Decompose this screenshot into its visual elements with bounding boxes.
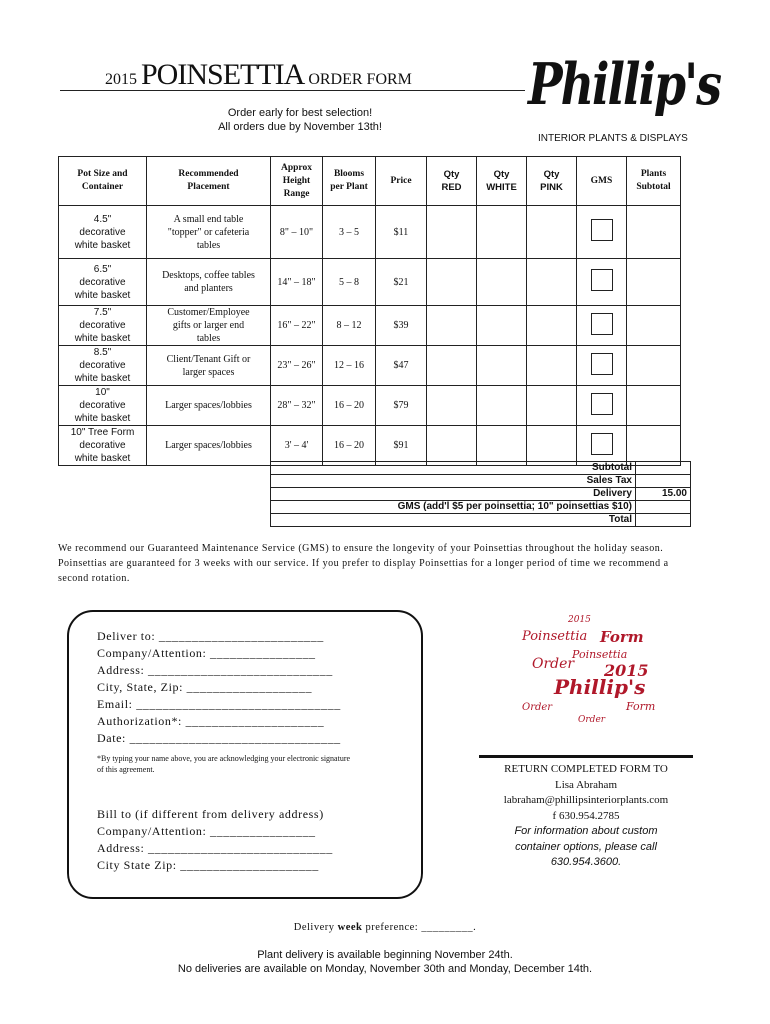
blooms-cell: 8 – 12 <box>323 306 376 346</box>
cloud-word: 2015 <box>568 615 591 625</box>
gms-cell <box>577 206 627 259</box>
logo-tagline: INTERIOR PLANTS & DISPLAYS <box>538 133 688 144</box>
sales-tax-value[interactable] <box>636 475 691 488</box>
gms-cell <box>577 306 627 346</box>
product-row <box>59 306 681 346</box>
qty-pink-input[interactable] <box>527 346 577 386</box>
header-row <box>59 157 681 206</box>
header-pot: Pot Size and Container <box>59 157 147 206</box>
qty-red-input[interactable] <box>427 386 477 426</box>
return-phone: 630.954.3600. <box>550 856 622 868</box>
qty-white-input[interactable] <box>477 259 527 306</box>
pot-size-cell: 8.5" decorative white basket <box>59 346 147 386</box>
sales-tax-label: Sales Tax <box>271 475 636 488</box>
email-field[interactable]: Email: _______________________________ <box>97 697 341 711</box>
qty-red-input[interactable] <box>427 259 477 306</box>
height-cell: 14" – 18" <box>271 259 323 306</box>
gms-checkbox[interactable] <box>591 219 613 241</box>
delivery-note: No deliveries are available on Monday, November 30th and Monday, December 14th. <box>177 963 593 975</box>
note-line: All orders due by November 13th! <box>218 121 382 133</box>
return-name: Lisa Abraham <box>554 778 617 791</box>
order-notes <box>150 106 450 134</box>
price-cell: $91 <box>376 426 427 466</box>
pot-size-cell: 10" Tree Form decorative white basket <box>59 426 147 466</box>
cloud-word: Poinsettia <box>522 629 588 644</box>
gms-paragraph: We recommend our Guaranteed Maintenance Service (GMS) to ensure the longevity of your Poinsettias throughout the holiday season. Poinsettias are guaranteed for 3 weeks with our service. If you prefer to display Poinsettias for a longer period of time we recommend a second rotation. <box>58 543 669 584</box>
return-heading: RETURN COMPLETED FORM TO <box>504 763 668 775</box>
header-height: Approx Height Range <box>271 157 323 206</box>
qty-pink-input[interactable] <box>527 426 577 466</box>
qty-white-input[interactable] <box>477 206 527 259</box>
qty-pink-input[interactable] <box>527 259 577 306</box>
plants-subtotal-input[interactable] <box>627 346 681 386</box>
delivery-note: Plant delivery is available beginning November 24th. <box>257 949 513 961</box>
qty-red-input[interactable] <box>427 206 477 259</box>
address-field[interactable]: Address: ____________________________ <box>97 663 333 677</box>
title-year: 2015 <box>105 71 137 88</box>
cloud-word: Phillip's <box>554 675 646 699</box>
price-cell: $39 <box>376 306 427 346</box>
delivery-label: Delivery <box>271 488 636 501</box>
placement-cell: Larger spaces/lobbies <box>147 386 271 426</box>
delivery-value: 15.00 <box>636 488 691 501</box>
total-value[interactable] <box>636 514 691 527</box>
product-row <box>59 386 681 426</box>
total-label: Total <box>271 514 636 527</box>
gms-fee-label: GMS (add'l $5 per poinsettia; 10" poinsettias $10) <box>271 501 636 514</box>
totals-row <box>271 475 691 488</box>
qty-white-input[interactable] <box>477 306 527 346</box>
form-title <box>105 58 412 92</box>
pot-size-cell: 6.5" decorative white basket <box>59 259 147 306</box>
pot-size-cell: 4.5" decorative white basket <box>59 206 147 259</box>
totals-row <box>271 488 691 501</box>
return-note: container options, please call <box>515 840 657 853</box>
company-field[interactable]: Company/Attention: ________________ <box>97 646 316 660</box>
placement-cell: A small end table "topper" or cafeteria tables <box>147 206 271 259</box>
qty-white-input[interactable] <box>477 426 527 466</box>
plants-subtotal-input[interactable] <box>627 206 681 259</box>
plants-subtotal-input[interactable] <box>627 426 681 466</box>
bill-address-field[interactable]: Address: ____________________________ <box>97 841 333 855</box>
placement-cell: Customer/Employee gifts or larger end tables <box>147 306 271 346</box>
cloud-word: Order <box>532 656 575 672</box>
cloud-word: Order <box>522 702 553 713</box>
return-info <box>479 762 693 871</box>
return-email[interactable]: labraham@phillipsinteriorplants.com <box>503 794 669 806</box>
blooms-cell: 5 – 8 <box>323 259 376 306</box>
bill-city-state-zip-field[interactable]: City State Zip: _____________________ <box>97 858 319 872</box>
price-cell: $47 <box>376 346 427 386</box>
height-cell: 23" – 26" <box>271 346 323 386</box>
qty-pink-input[interactable] <box>527 386 577 426</box>
gms-cell <box>577 386 627 426</box>
product-row <box>59 426 681 466</box>
bill-to-fields <box>97 806 333 874</box>
header-qty-pink: Qty PINK <box>527 157 577 206</box>
placement-cell: Larger spaces/lobbies <box>147 426 271 466</box>
city-state-zip-field[interactable]: City, State, Zip: ___________________ <box>97 680 313 694</box>
plants-subtotal-input[interactable] <box>627 386 681 426</box>
cloud-word: Order <box>578 715 606 725</box>
qty-white-input[interactable] <box>477 346 527 386</box>
qty-red-input[interactable] <box>427 306 477 346</box>
header-price: Price <box>376 157 427 206</box>
blooms-cell: 12 – 16 <box>323 346 376 386</box>
header-blooms: Blooms per Plant <box>323 157 376 206</box>
gms-checkbox[interactable] <box>591 313 613 335</box>
bill-company-field[interactable]: Company/Attention: ________________ <box>97 824 316 838</box>
qty-pink-input[interactable] <box>527 206 577 259</box>
header-qty-white: Qty WHITE <box>477 157 527 206</box>
title-divider <box>60 90 525 91</box>
plants-subtotal-input[interactable] <box>627 306 681 346</box>
gms-cell <box>577 259 627 306</box>
date-field[interactable]: Date: ________________________________ <box>97 731 341 745</box>
header-gms: GMS <box>577 157 627 206</box>
return-divider <box>479 755 693 758</box>
title-subtitle: ORDER FORM <box>308 71 412 88</box>
cloud-word: Poinsettia <box>572 648 628 661</box>
logo-name: Phillip's <box>528 50 721 118</box>
delivery-fields <box>97 628 341 747</box>
totals-row <box>271 462 691 475</box>
height-cell: 8" – 10" <box>271 206 323 259</box>
totals-row <box>271 501 691 514</box>
blooms-cell: 16 – 20 <box>323 426 376 466</box>
gms-checkbox[interactable] <box>591 353 613 375</box>
subtotal-label: Subtotal <box>271 462 636 475</box>
price-cell: $21 <box>376 259 427 306</box>
gms-cell <box>577 426 627 466</box>
word-cloud-image <box>508 610 693 730</box>
cloud-word: Form <box>600 628 644 646</box>
plants-subtotal-input[interactable] <box>627 259 681 306</box>
height-cell: 28" – 32" <box>271 386 323 426</box>
price-cell: $79 <box>376 386 427 426</box>
pot-size-cell: 7.5" decorative white basket <box>59 306 147 346</box>
phillips-logo <box>528 50 721 150</box>
product-row <box>59 206 681 259</box>
gms-checkbox[interactable] <box>591 393 613 415</box>
order-table <box>58 156 681 466</box>
header-qty-red: Qty RED <box>427 157 477 206</box>
deliver-to-field[interactable]: Deliver to: _________________________ <box>97 629 324 643</box>
totals-row <box>271 514 691 527</box>
placement-cell: Desktops, coffee tables and planters <box>147 259 271 306</box>
note-line: Order early for best selection! <box>227 107 373 119</box>
placement-cell: Client/Tenant Gift or larger spaces <box>147 346 271 386</box>
gms-cell <box>577 346 627 386</box>
qty-red-input[interactable] <box>427 346 477 386</box>
height-cell: 3' – 4' <box>271 426 323 466</box>
totals-table <box>270 461 691 527</box>
subtotal-value[interactable] <box>636 462 691 475</box>
qty-pink-input[interactable] <box>527 306 577 346</box>
qty-red-input[interactable] <box>427 426 477 466</box>
header-placement: Recommended Placement <box>147 157 271 206</box>
qty-white-input[interactable] <box>477 386 527 426</box>
product-row <box>59 259 681 306</box>
gms-fee-value[interactable] <box>636 501 691 514</box>
pot-size-cell: 10" decorative white basket <box>59 386 147 426</box>
price-cell: $11 <box>376 206 427 259</box>
signature-consent: *By typing your name above, you are acknowledging your electronic signature of this agreement. <box>97 754 351 774</box>
gms-checkbox[interactable] <box>591 269 613 291</box>
cloud-word: 2015 <box>604 661 649 680</box>
return-note: For information about custom <box>514 825 658 837</box>
height-cell: 16" – 22" <box>271 306 323 346</box>
authorization-field[interactable]: Authorization*: _____________________ <box>97 714 325 728</box>
delivery-notes <box>110 948 660 976</box>
blooms-cell: 3 – 5 <box>323 206 376 259</box>
bill-to-heading: Bill to (if different from delivery address) <box>97 807 324 821</box>
title-main: POINSETTIA <box>141 58 305 91</box>
blooms-cell: 16 – 20 <box>323 386 376 426</box>
cloud-word: Form <box>626 700 656 713</box>
gms-checkbox[interactable] <box>591 433 613 455</box>
product-row <box>59 346 681 386</box>
return-fax: f 630.954.2785 <box>552 809 620 822</box>
week-preference[interactable]: Delivery week preference: _________. <box>293 922 477 933</box>
header-subtotal: Plants Subtotal <box>627 157 681 206</box>
